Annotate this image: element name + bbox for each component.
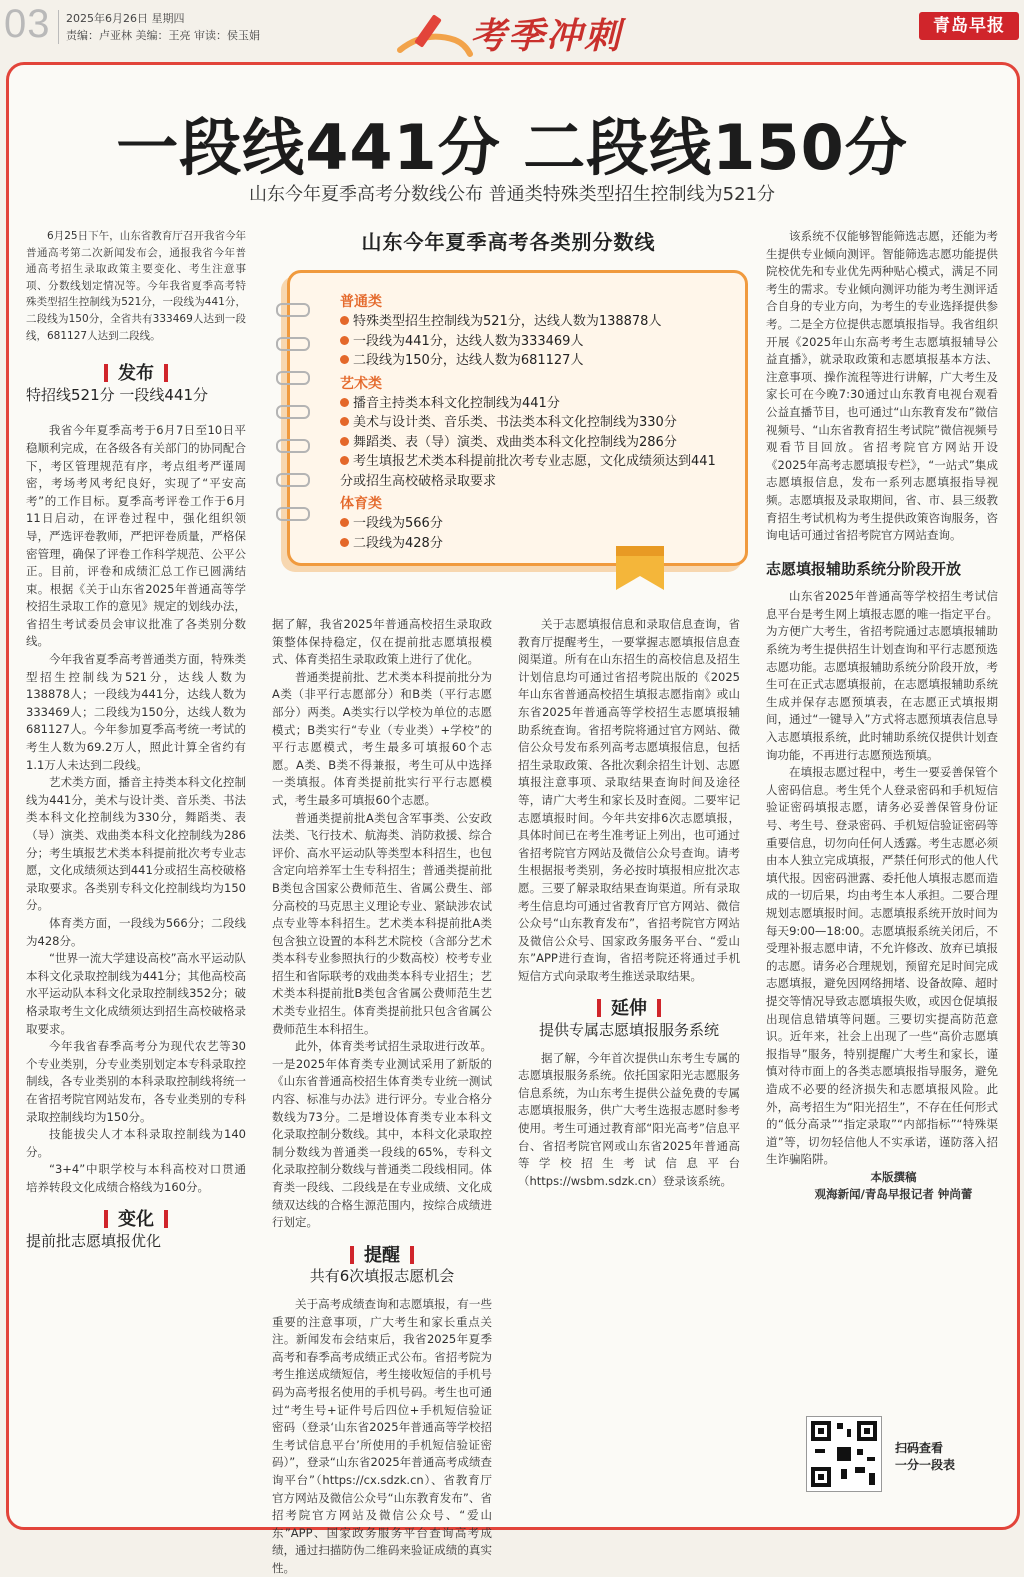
bullet-icon [340,398,349,407]
binder-ring [276,371,310,385]
ribbon-bookmark-icon [612,546,668,592]
masthead [0,0,1024,58]
paragraph: 关于志愿填报信息和录取信息查询，省教育厅提醒考生，一要掌握志愿填报信息查阅渠道。所有在山东招生的高校信息及招生计划信息均可通过省招考院出版的《2025年山东省普通高校招生填报志愿指南》或山东省2025年普通高等学校招生志愿填报辅助系统查询。省招考院将通过官方网站、微信公众号发布系列高考志愿填报信息，包括招生录取政策、各批次剩余招生计划、志愿填报注意事项、录取结果查询时间及途径等，请广大考生和家长及时查阅。二要牢记志愿填报时间。今年共安排6次志愿填报，具体时间已在考生准考证上列出，也可通过省招考院官方网站及微信公众号查询。请考生根据报考类别，务必按时填报相应批次志愿。三要了解录取结果查询渠道。所有录取考生信息均可通过省教育厅官方网站、微信公众号“山东教育发布”，省招考院官方网站及微信公众号、国家政务服务平台、“爱山东”APP进行查询，省招考院还将通过手机短信方式向录取考生推送录取结果。 [518,617,740,983]
score-item: 舞蹈类、表（导）演类、戏曲类本科文化控制线为286分 [340,433,727,453]
binder-ring [276,337,310,351]
category-ordinary: 普通类 [340,294,382,310]
score-item: 二段线为428分 [340,534,727,554]
bullet-icon [340,518,349,527]
paragraph: 山东省2025年普通高等学校招生考试信息平台是考生网上填报志愿的唯一指定平台。为方便广大考生，省招考院通过志愿填报辅助系统为考生提供招生计划查询和平行志愿预选志愿功能。志愿填报辅助系统分阶段开放，考生可在正式志愿填报前，在志愿填报辅助系统生成并保存志愿预填表，在志愿正式填报期间，通过“一键导入”方式将志愿预填表信息导入志愿填报系统，此时辅助系统仅提供计划查询功能，不再进行志愿预选预填。 [766,589,998,762]
binder-ring [276,405,310,419]
paragraph: 技能拔尖人才本科录取控制线为140分。 [26,1127,246,1159]
bullet-icon [340,336,349,345]
bullet-icon [340,437,349,446]
paper-logo: 青岛早报 [919,12,1019,40]
page-number: 03 [4,2,51,46]
category-art: 艺术类 [340,375,382,392]
qr-caption-line1: 扫码查看 [895,1441,944,1455]
bullet-icon [340,355,349,364]
qr-code[interactable] [806,1416,882,1492]
paragraph: 艺术类方面，播音主持类本科文化控制线为441分，美术与设计类、音乐类、书法类本科文化控制线为330分，舞蹈类、表（导）演类、戏曲类本科文化控制线为286分；考生填报艺术类本科提前批次考专业志愿，文化成绩须达到441分或招生高校破格录取要求。各类别专科文化控制线均为150分。 [26,775,246,913]
date-line: 2025年6月26日 星期四 [66,12,185,25]
section-tag-change: 变化 [26,1210,246,1229]
column-title: 考季冲刺 [470,15,623,57]
category-sports: 体育类 [340,496,382,512]
score-item: 一段线为566分 [340,514,727,534]
qr-caption [895,1440,955,1474]
section-tag-reminder: 提醒 [272,1246,492,1265]
byline-reporter: 观海新闻/青岛早报记者 钟尚蕾 [814,1187,973,1202]
binder-ring [276,507,310,521]
paragraph: 在填报志愿过程中，考生一要妥善保管个人密码信息。考生凭个人登录密码和手机短信验证密码填报志愿，请务必妥善保管身份证号、考生号、登录密码、手机短信验证密码等重要信息，切勿向任何人透露。考生志愿必须由本人独立完成填报，严禁任何形式的他人代填代报。因密码泄露、委托他人填报志愿而造成的一切后果，均由考生本人承担。二要合理规划志愿填报时间。志愿填报系统开放时间为每天9:00—18:00。志愿填报系统关闭后，不受理补报志愿申请，不允许修改、放弃已填报的志愿。请务必合理规划，预留充足时间完成志愿填报，避免因网络拥堵、设备故障、超时提交等情况导致志愿填报失败，或因仓促填报出现信息错填等问题。三要切实提高防范意识。近年来，社会上出现了一些“高价志愿填报指导”服务，特别提醒广大考生和家长，谨慎对待市面上的各类志愿填报指导服务，避免造成不必要的经济损失和志愿填报风险。此外，高考招生为“阳光招生”，不存在任何形式的“低分高录”“指定录取”“内部指标”“特殊渠道”等，切勿轻信他人不实承诺，谨防落入招生诈骗陷阱。 [766,765,998,1167]
score-item: 美术与设计类、音乐类、书法类本科文化控制线为330分 [340,413,727,433]
paragraph: 体育类方面，一段线为566分；二段线为428分。 [26,915,246,948]
score-item: 考生填报艺术类本科提前批次考专业志愿，文化成绩须达到441分或招生高校破格录取要求 [340,454,716,489]
paragraph: 关于高考成绩查询和志愿填报，有一些重要的注意事项，广大考生和家长重点关注。新闻发布会结束后，我省2025年夏季高考和春季高考成绩正式公布。省招考院为考生推送成绩短信，考生接收短信的手机号码为高考报名使用的手机号码。考生也可通过“考生号+证件号后四位+手机短信验证密码（登录‘山东省2025年普通高等学校招生考试信息平台’所使用的手机短信验证密码）”，登录“山东省2025年普通高考成绩查询平台”（https://cx.sdzk.cn）、省教育厅官方网站及微信公众号“山东教育发布”、省招考院官方网站及微信公众号、“爱山东”APP、国家政务服务平台查询高考成绩，通过扫描防伪二维码来验证成绩的真实性。 [272,1296,492,1575]
masthead-divider [58,10,59,44]
lead-paragraph: 6月25日下午，山东省教育厅召开我省今年普通高考第二次新闻发布会，通报我省今年普通高考招生录取政策主要变化、考生注意事项、分数线划定情况等。今年我省夏季高考特殊类型招生控制线为521分，一段线为441分，二段线为150分，全省共有333469人达到一段线，681127人达到二段线。 [26,230,246,342]
column-1 [26,228,246,1251]
section-subhead-change: 提前批志愿填报优化 [26,1232,162,1251]
paragraph: 我省今年夏季高考于6月7日至10日平稳顺利完成，在各级各有关部门的协同配合下，考区管理规范有序，考点组考严谨周密，考场考风考纪良好，实现了“平安高考”的工作目标。夏季高考评卷工作于6月11日启动，在评卷过程中，强化组织领导，严选评卷教师，严把评卷质量，严格保密管理，确保了评卷工作科学规范、公平公正。目前，评卷和成绩汇总工作已圆满结束。根据《关于山东省2025年普通高等学校招生录取工作的意见》规定的划线办法，省招生考试委员会审议批准了各类别分数线。 [26,423,246,649]
binder-ring [276,439,310,453]
section-subhead-extension: 提供专属志愿填报服务系统 [538,1021,719,1040]
section-subhead-reminder: 共有6次填报志愿机会 [309,1267,455,1286]
paragraph: 据了解，今年首次提供山东考生专属的志愿填报服务系统。依托国家阳光志愿服务信息系统，为山东考生提供公益免费的专属志愿填报服务，供广大考生选报志愿时参考使用。考生可通过教育部“阳光高考”信息平台、省招考院官网或山东省2025年普通高等学校招生考试信息平台（https://wsbm.sdzk.cn）登录该系统。 [518,1050,740,1188]
bullet-icon [340,417,349,426]
paragraph: 此外，体育类考试招生录取进行改革。一是2025年体育类专业测试采用了新版的《山东省普通高校招生体育类专业统一测试内容、标准与办法》进行评分。专业合格分数线为73分。二是增设体育类专业本科文化录取控制分数线。其中，本科文化录取控制分数线为普通类一段线的65%，专科文化录取控制分数线与普通类二段线相同。体育类一段线、二段线是在专业成绩、文化成绩双达线的合格生源范围内，按综合成绩进行划定。 [272,1039,492,1230]
subtitle: 山东今年夏季高考分数线公布 普通类特殊类型招生控制线为521分 [248,184,776,205]
section-subhead-release: 特招线521分 一段线441分 [26,385,209,404]
section-subhead-assist: 志愿填报辅助系统分阶段开放 [766,559,962,578]
paragraph: 今年我省春季高考分为现代农艺等30个专业类别，分专业类别划定本专科录取控制线，各专业类别的本科录取控制线将统一在省招考院官网站发布，各专业类别的专科录取控制线均为150分。 [26,1039,246,1124]
column-3 [518,616,740,1190]
paragraph: 今年我省夏季高考普通类方面，特殊类型招生控制线为521分，达线人数为138878人；一段线为441分，达线人数为333469人；二段线为150分，达线人数为681127人。今年参加夏季高考统一考试的考生人数为69.2万人，照此计算全省约有1.1万人未达到二段线。 [26,652,246,772]
pencil-icon [395,10,475,60]
paragraph: 普通类提前批A类包含军事类、公安政法类、飞行技术、航海类、消防救援、综合评价、高水平运动队等类型本科招生，也包含定向培养军士生专科招生；普通类提前批B类包含国家公费师范生、省属公费生、部分高校的马克思主义理论专业、紧缺涉农试点专业等本科招生。艺术类本科提前批A类包含独立设置的本科艺术院校（含部分艺术类本科专业参照执行的少数高校）校考专业招生和省际联考的戏曲类本科专业招生；艺术类本科提前批B类包含省属公费师范生艺术类专业招生。体育类提前批只包含省属公费师范生本科招生。 [272,810,492,1036]
score-item: 一段线为441分，达线人数为333469人 [340,332,727,352]
sidebar-title: 山东今年夏季高考各类别分数线 [361,230,656,254]
section-tag-extension: 延伸 [518,999,740,1018]
headline: 一段线441分 二段线150分 [116,111,908,184]
paragraph: 普通类提前批、艺术类本科提前批分为A类（非平行志愿部分）和B类（平行志愿部分）两类。A类实行以学校为单位的志愿模式；B类实行“专业（专业类）+学校”的平行志愿模式，考生最多可填报60个志愿。A类、B类不得兼报，考生可从中选择一类填报。体育类提前批实行平行志愿模式，考生最多可填报60个志愿。 [272,669,492,807]
bullet-icon [340,538,349,547]
bullet-icon [340,316,349,325]
score-item: 播音主持类本科文化控制线为441分 [340,394,727,414]
paragraph: “3+4”中职学校与本科高校对口贯通培养转段文化成绩合格线为160分。 [26,1162,246,1194]
paragraph: 据了解，我省2025年普通高校招生录取政策整体保持稳定，仅在提前批志愿填报模式、体育类招生录取政策上进行了优化。 [272,617,492,667]
score-item: 特殊类型招生控制线为521分，达线人数为138878人 [340,312,727,332]
binder-ring [276,303,310,317]
paragraph: “世界一流大学建设高校”高水平运动队本科文化录取控制线为441分；其他高校高水平运动队本科文化录取控制线352分；破格录取考生文化成绩须达到招生高校破格录取要求。 [26,951,246,1036]
score-notebook [287,270,748,566]
score-item: 二段线为150分，达线人数为681127人 [340,351,727,371]
column-2 [272,616,492,1577]
bullet-icon [340,456,349,465]
paragraph: 该系统不仅能够智能筛选志愿，还能为考生提供专业倾向测评。智能筛选志愿功能提供院校优先和专业优先两种贴心模式，满足不同考生的需求。专业倾向测评功能为考生测评适合自身的专业方向，为考生的专业选择提供参考。二是全方位提供志愿填报指导。我省组织开展《2025年山东高考考生志愿填报辅导公益直播》，就录取政策和志愿填报基本方法、注意事项、操作流程等进行讲解，广大考生及家长可在今晚7:30通过山东教育电视台观看公益直播节目，也可通过“山东教育发布”微信视频号、“山东省教育招生考试院”微信视频号观看节目回放。省招考院官方网站开设《2025年高考志愿填报专栏》，“一站式”集成志愿填报信息，发布一系列志愿填报指导视频。志愿填报及录取期间，省、市、县三级教育招生考试机构为考生提供政策咨询服务，咨询电话可通过省招考院官方网站查询。 [766,229,998,543]
byline-label: 本版撰稿 [870,1169,917,1184]
column-4 [766,228,998,1204]
qr-caption-line2: 一分一段表 [895,1458,956,1472]
binder-ring [276,473,310,487]
staff-line: 责编：卢亚林 美编：王亮 审读：侯玉娟 [66,29,260,42]
section-tag-release: 发布 [26,364,246,383]
